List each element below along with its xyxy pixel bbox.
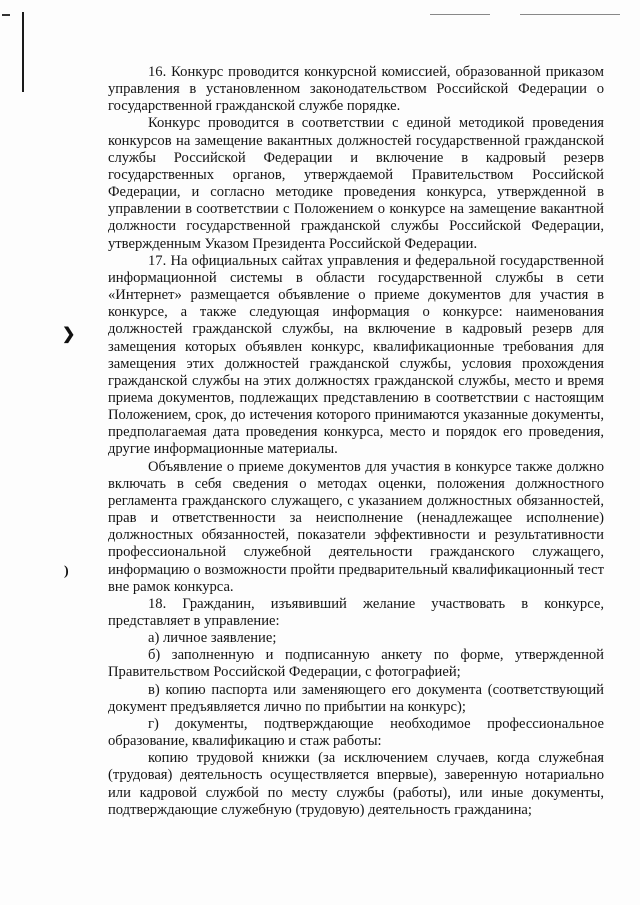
document-body (108, 64, 604, 819)
scan-edge-line (22, 12, 24, 92)
paragraph-17: 17. На официальных сайтах управления и федеральной государственной информационной системы в области государственной службы в сети «Интернет» размещается объявление о приеме документов для участия в конкурсе, а также следующая информация о конкурсе: наименования должностей гражданской службы, на включение в кадровый резерв для замещения которых объявлен конкурс, квалификационные требования для замещения этих должностей гражданской службы, условия прохождения гражданской службы на этих должностях гражданской службы, место и время приема документов, подлежащих представлению в соответствии с настоящим Положением, срок, до истечения которого принимаются указанные документы, предполагаемая дата проведения конкурса, место и порядок его проведения, другие информационные материалы. (108, 252, 604, 458)
paragraph-16: 16. Конкурс проводится конкурсной комиссией, образованной приказом управления в установленном законодательством Российской Федерации о государственной гражданской службе порядке. (108, 64, 604, 115)
scan-edge-tick (2, 14, 10, 16)
paragraph-17-announcement: Объявление о приеме документов для участия в конкурсе также должно включать в себя сведения о методах оценки, положения должностного регламента гражданского служащего, с указанием должностных обязанностей, прав и ответственности за неисполнение (ненадлежащее исполнение) должностных обязанностей, показатели эффективности и результативности профессиональной служебной деятельности гражданского служащего, информацию о возможности пройти предварительный квалификационный тест вне рамок конкурса. (108, 458, 604, 595)
margin-mark: ) (64, 564, 69, 579)
margin-mark: ❯ (62, 326, 76, 343)
list-item-b: б) заполненную и подписанную анкету по форме, утвержденной Правительством Российской Федерации, с фотографией; (108, 647, 604, 681)
paragraph-16-method: Конкурс проводится в соответствии с единой методикой проведения конкурсов на замещение вакантных должностей государственной гражданской службы Российской Федерации и включение в кадровый резерв государственных органов, утверждаемой Правительством Российской Федерации, и согласно методике проведения конкурса, утвержденной в управлении в соответствии с Положением о конкурсе на замещение вакантной должности государственной гражданской службы Российской Федерации, утвержденным Указом Президента Российской Федерации. (108, 115, 604, 252)
list-item-g: г) документы, подтверждающие необходимое профессиональное образование, квалификацию и стаж работы: (108, 715, 604, 750)
list-item-v: в) копию паспорта или заменяющего его документа (соответствующий документ предъявляется лично по прибытии на конкурс); (108, 681, 604, 715)
paragraph-18: 18. Гражданин, изъявивший желание участвовать в конкурсе, представляет в управление: (108, 595, 604, 629)
scan-top-dash (430, 14, 490, 15)
list-item-a: а) личное заявление; (148, 630, 277, 647)
list-item-g-workbook: копию трудовой книжки (за исключением случаев, когда служебная (трудовая) деятельность осуществляется впервые), заверенную нотариально или кадровой службой по месту службы (работы), или иные документы, подтверждающие служебную (трудовую) деятельность гражданина; (108, 750, 604, 818)
scan-top-dash (520, 14, 620, 15)
